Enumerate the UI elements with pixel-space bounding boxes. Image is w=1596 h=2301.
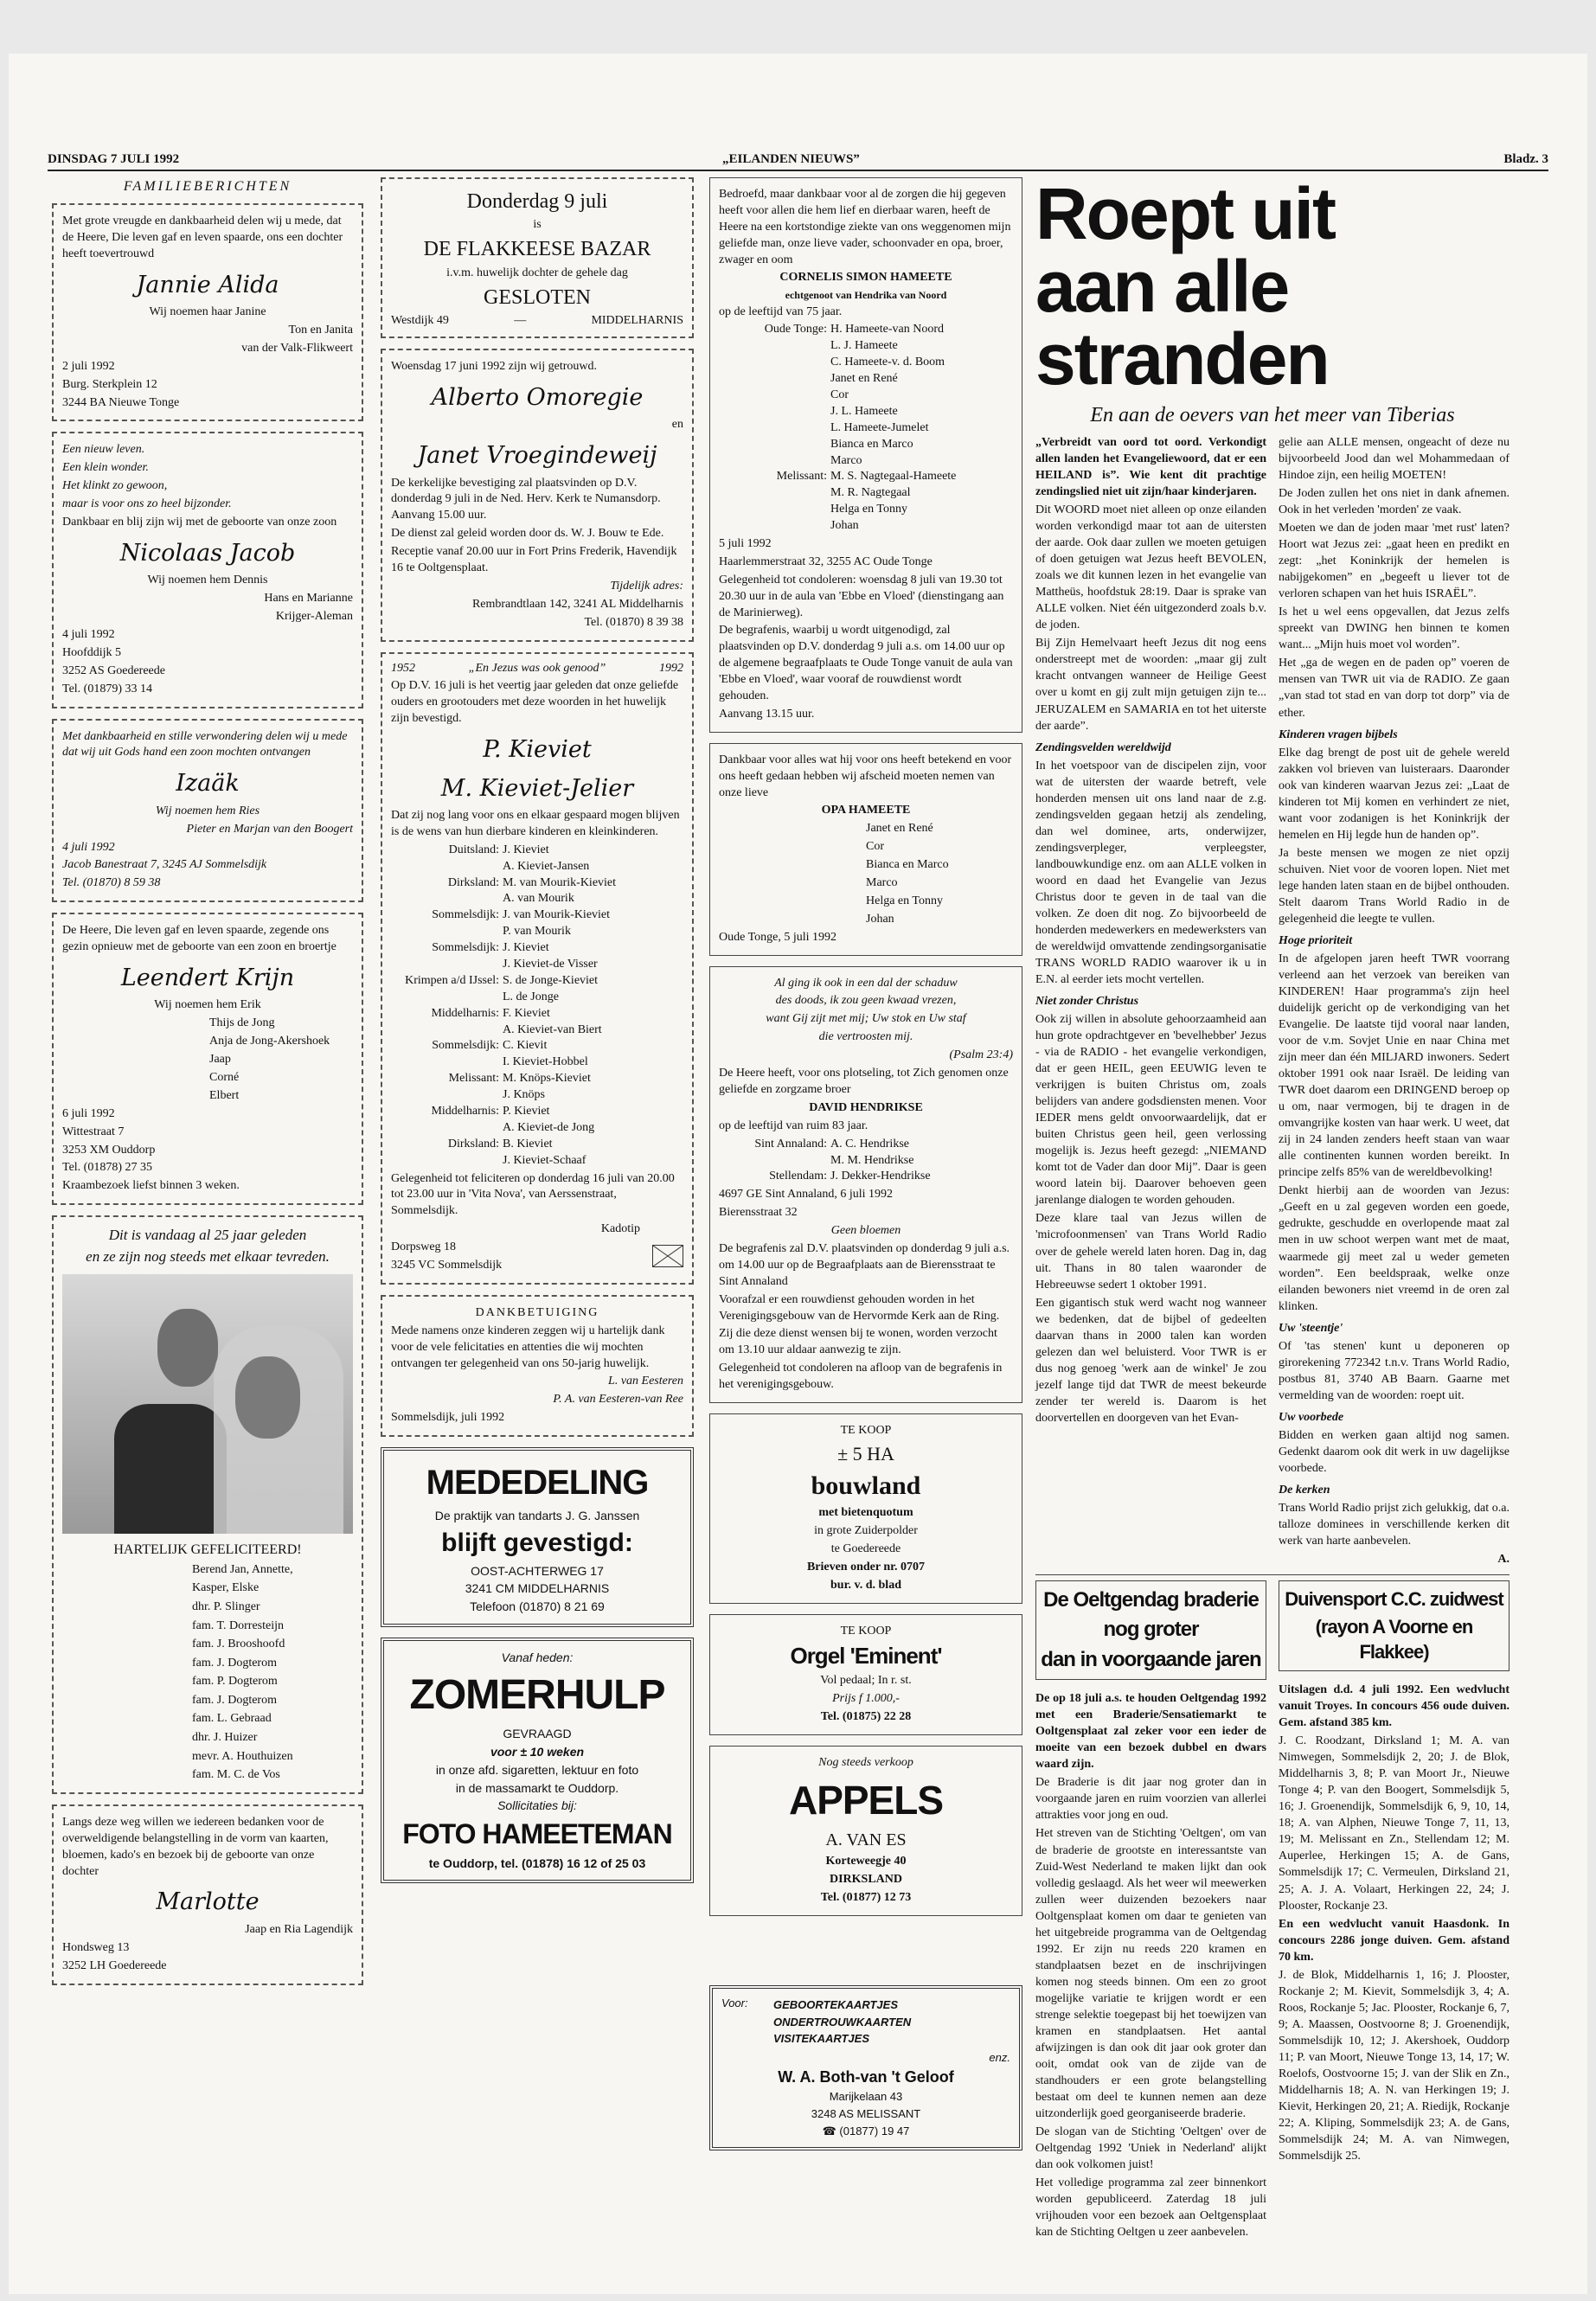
table-key: Oude Tonge: <box>764 323 827 336</box>
table-value: M. Knöps-Kieviet <box>503 1072 591 1086</box>
article-subheading: Niet zonder Christus <box>1035 995 1139 1009</box>
table-value: J. Kieviet-Schaaf <box>503 1153 586 1167</box>
child-name: Marlotte <box>156 1888 260 1916</box>
table-value: J. Kieviet-de Visser <box>503 957 598 971</box>
death-notice-hameete: Bedroefd, maar dankbaar voor al de zorgen die hij gegeven heeft voor allen die hem lief en dierbaar waren, heeft de Heere na een kortstondige ziekte van ons weggenomen mijn geliefde man, onze lieve vader, schoonvader en opa, broer, zwager en oom CORNELIS SIMON HAMEETE echtgenoot van Hendrika van Noord op de leeftijd van 75 jaar. Oude Tonge: H. Hameete-van Noord L. J. Hameete C. Hameete-v. d. Boom Janet en René Cor J. L. Hameete L. Hameete-Jumelet Bianca en Marco Marco Melissant: M. S. Nagtegaal-Hameete M. R. Nagtegaal Helga en Tonny Johan 5 juli 1992 Haarlemmerstraat 32, 3255 AC Oude Tonge Gelegenheid tot condoleren: woensdag 8 juli van 19.30 tot 20.30 uur in de aula van 'Ebbe en Vloed' (dienstingang aan de Marinierweg). De begrafenis, waarbij u wordt uitgenodigd, zal plaatsvinden op D.V. donderdag 9 juli a.s. om 14.00 uur op de algemene begraafplaats te Oude Tonge vanuit de aula van 'Ebbe en Vloed', waar vooraf de rouwdienst wordt gehouden. Aanvang 13.15 uur. <box>709 177 1022 733</box>
congratulators-list <box>192 1561 353 1784</box>
table-key <box>719 388 827 404</box>
table-key <box>391 891 499 907</box>
list-item: Helga en Tonny <box>866 894 943 907</box>
anniversary-notice: Dit is vandaag al 25 jaar geleden en ze zijn nog steeds met elkaar tevreden. HARTELIJK GEFELICITEERD! Berend Jan, Annette, Kasper, Elske dhr. P. Slinger fam. T. Dorresteijn fam. J. Brooshoofd fam. J. Dogterom fam. P. Dogterom fam. J. Dogterom fam. L. Gebraad dhr. J. Huizer mevr. A. Houthuizen fam. M. C. de Vos <box>52 1215 363 1794</box>
table-value: L. de Jonge <box>503 990 559 1003</box>
header-rule <box>48 170 1548 171</box>
table-key <box>719 485 827 502</box>
table-key <box>391 957 499 973</box>
braderie-article: De Oeltgendag braderie nog groter dan in voorgaande jaren De op 18 juli a.s. te houden Oeltgendag 1992 met een Braderie/Sensatiemarkt te Ooltgensplaat zal zeker voor een ieder de moeite van een bezoek dubbel en dwars waard zijn. De Braderie is dit jaar nog groter dan in voorgaande jaren en ruim voorzien van allerlei attrakties voor jong en oud. Het streven van de Stichting 'Oeltgen', om van de braderie de grootste en interessantste van Zuid-West Nederland te maken lijkt dan ook volledig geslaagd. Als het weer wil meewerken zullen weer duizenden bezoekers naar Ooltgensplaat komen om daar te genieten van het uitgebreide programma van de Oeltgendag 1992. Er zijn nu reeds 220 kramen en standplaatsen bezet en de inschrijvingen komen nog steeds binnen. Om een zo groot mogelijke variatie te krijgen wordt er een strenge selektie toegepast bij het toewijzen van kramen en standplaatsen. Het aantal afwijzingen is dan ook dit jaar ook groter dan ooit, omdat ook van de zijde van de standhouders er een grote belangstelling bestaat om deel te kunnen nemen aan deze uitzonderlijk goed georganiseerde braderie. De slogan van de Stichting 'Oeltgen' over de Oeltgendag 1992 'Uniek in Nederland' alijkt dan ook volkomen juist! Het volledige programma zal zeer binnenkort worden gepubliceerd. Zaterdag 18 juli vrijhouden voor een bezoek aan Oeltgensplaat kan de Stichting Oeltgen u zeer aanbevelen. <box>1035 1580 1266 2242</box>
table-key <box>391 1087 499 1104</box>
organ-for-sale-ad: TE KOOP Orgel 'Eminent' Vol pedaal; In r. st. Prijs f 1.000,- Tel. (01875) 22 28 <box>709 1614 1022 1736</box>
small-ads <box>709 1413 1022 1926</box>
grandchildren-list <box>866 821 1013 927</box>
list-item: fam. L. Gebraad <box>192 1712 272 1726</box>
table-key <box>719 437 827 453</box>
table-value: A. Kieviet-van Biert <box>503 1022 602 1036</box>
article-paragraph: Ja beste mensen we mogen ze niet opzij schuiven. Niet voor de vooren lopen. Niet met lege handen laten staan en de bijbel onthouden. Stelt daarom Trans World Radio in de gelegenheid die leegte te vullen. <box>1279 846 1509 926</box>
article-paragraph: Ook zij willen in absolute gehoorzaamheid aan hun grote opdrachtgever en 'bevelhebber' Jezus - via de RADIO - het evangelie verkondigen, dat er geen HEIL, geen EEUWIG leven te verkrijgen is buiten Christus om, zoals belijders van andere godsdiensten menen. Voor IEDER mens geldt onvoorwaardelijk, dat er buiten Christus geen heil, geen verlossing mogelijk is. Jezus heeft gezegd: „NIEMAND komt tot de Vader dan door Mij”. Daar is geen woord latein bij. Daarover behoeven geen jarenlange dialogen te worden gehouden. <box>1035 1013 1266 1208</box>
table-value: F. Kieviet <box>503 1006 550 1020</box>
article-subheading: Kinderen vragen bijbels <box>1279 727 1398 741</box>
article-subheadline: En aan de oevers van het meer van Tiberias <box>1090 404 1455 426</box>
article-paragraph: A. <box>1497 1553 1509 1567</box>
birth-notice-jannie: Met grote vreugde en dankbaarheid delen wij u mede, dat de Heere, Die leven gaf en leven spaarde, ons een dochter heeft toevertrouwd Jannie Alida Wij noemen haar Janine Ton en Janita van der Valk-Flikweert 2 juli 1992 Burg. Sterkplein 12 3244 BA Nieuwe Tonge <box>52 203 363 421</box>
article-paragraph: Of 'tas stenen' kunt u deponeren op girorekening 772342 t.n.v. Trans World Radio, postbus 81, 3740 AB Baarn. Gaarne met vermelding van de woorden: roept uit. <box>1279 1339 1509 1402</box>
table-value: M. S. Nagtegaal-Hameete <box>830 470 957 484</box>
table-key <box>719 420 827 437</box>
column-three <box>709 177 1022 1926</box>
article-paragraph: gelie aan ALLE mensen, ongeacht of deze nu bijvoorbeeld Jood dan wel Mohammedaan of Hindoe zijn, een heilig MOETEN! <box>1279 436 1509 483</box>
table-value: Bianca en Marco <box>830 437 913 451</box>
table-key <box>391 1153 499 1170</box>
list-item: Janet en René <box>866 822 933 836</box>
table-key: Sommelsdijk: <box>432 941 499 955</box>
table-value: M. R. Nagtegaal <box>830 486 911 500</box>
table-value: J. Kieviet <box>503 843 549 856</box>
table-value: L. J. Hameete <box>830 339 898 353</box>
table-value: Marco <box>830 453 862 467</box>
table-key <box>719 502 827 518</box>
list-item: Bianca en Marco <box>866 858 949 872</box>
table-value: P. van Mourik <box>503 925 571 939</box>
list-item: fam. M. C. de Vos <box>192 1768 280 1782</box>
couple-photo <box>62 1274 353 1534</box>
death-notice-opa: Dankbaar voor alles wat hij voor ons heeft betekend en voor ons heeft gedaan hebben wij afscheid moeten nemen van onze lieve OPA HAMEETE Janet en René Cor Bianca en Marco Marco Helga en Tonny Johan Oude Tonge, 5 juli 1992 <box>709 743 1022 956</box>
list-item: ONDERTROUWKAARTEN <box>773 2015 912 2029</box>
death-notice-hendrikse: Al ging ik ook in een dal der schaduw des doods, ik zou geen kwaad vrezen, want Gij zijt met mij; Uw stok en Uw staf die vertroosten mij. (Psalm 23:4) De Heere heeft, voor ons plotseling, tot Zich genomen onze geliefde en zorgzame broer DAVID HENDRIKSE op de leeftijd van ruim 83 jaar. Sint Annaland: A. C. Hendrikse M. M. Hendrikse Stellendam: J. Dekker-Hendrikse 4697 GE Sint Annaland, 6 juli 1992 Bierensstraat 32 Geen bloemen De begrafenis zal D.V. plaatsvinden op donderdag 9 juli a.s. om 14.00 uur op de Begraafplaats aan de Bierensstraat te Sint Annaland Voorafzal er een rouwdienst gehouden worden in het Verenigingsgebouw van de Hervormde Kerk aan de Ring. Zij die deze dienst wensen bij te wonen, worden verzocht om 13.10 uur aldaar aanwezig te zijn. Gelegenheid tot condoleren na afloop van de begrafenis in het verenigingsgebouw. <box>709 966 1022 1403</box>
article-body <box>1035 433 1509 1569</box>
table-key: Dirksland: <box>447 875 499 889</box>
article-paragraph: In het voetspoor van de discipelen zijn, voor wat de uitersten der waarde betreft, vele honderden mensen uit ons land naar de z.g. zendingsvelden gegaan hetzij als zendeling, dan wel dominee, arts, onderwijzer, zendingsverpleger, verpleegster, landbouwkundige enz. om aan ALLE volken in woord en daad het Evangelie van Jezus Christus door te geven in de taal van die volken. Ze doen dit nog. Zo bijvoorbeeld de honderden medewerkers en medewerksters van de wereldwijd omvattende zendingsorganisatie TRANS WORLD RADIO waarover ik u in E.N. al eerder iets mocht vertellen. <box>1035 759 1266 986</box>
pigeon-racing-article: Duivensport C.C. zuidwest (rayon A Voorne en Flakkee) Uitslagen d.d. 4 juli 1992. Een wedvlucht vanuit Troyes. In concours 456 oude duiven. Gem. afstand 385 km. J. C. Roodzant, Dirksland 1; M. A. van Nimwegen, Sommelsdijk 2, 20; J. de Blok, Middelharnis 3, 8; P. van Moort Jr., Nieuwe Tonge 4; P. van den Boogert, Sommelsdijk 5, 16; J. Groenendijk, Sommelsdijk 6, 9, 10, 14, 18; A. van Alphen, Nieuwe Tonge 7, 11, 13, 19; M. Melissant en Zn., Stellendam 12; M. Auperlee, Herkingen 15; A. de Gans, Sommelsdijk 17; C. Vermeulen, Dirksland 21, 25; A. J. A. Volaart, Herkingen 22, 24; J. Plooster, Rockanje 23. En een wedvlucht vanuit Haasdonk. In concours 2286 jonge duiven. Gem. afstand 70 km. J. de Blok, Middelharnis 1, 16; J. Plooster, Rockanje 2; M. Kievit, Sommelsdijk 3, 4; A. Roos, Rockanje 5; Jac. Plooster, Rockanje 6, 7, 9; A. Maassen, Oostvoorne 8; J. Groenendijk, Sommelsdijk 10, 12; J. Akershoek, Ouddorp 11; P. van Moort, Nieuwe Tonge 13, 14, 17; W. Roelofs, Oostvoorne 15; J. van der Slik en Zn., Middelharnis 18; A. N. van Herkingen 19; J. Kievit, Herkingen 20, 21; A. Riedijk, Rockanje 22; A. Kliping, Sommelsdijk 23; A. de Gans, Sommelsdijk 24; M. A. van Nimwegen, Sommelsdijk 25. <box>1279 1580 1509 2242</box>
table-value: J. Knöps <box>503 1088 546 1102</box>
table-key: Melissant: <box>776 470 827 484</box>
list-item: dhr. P. Slinger <box>192 1599 260 1613</box>
family-table <box>719 1137 1013 1186</box>
table-key <box>391 1054 499 1071</box>
table-key: Sommelsdijk: <box>432 908 499 922</box>
summer-job-ad: Vanaf heden: ZOMERHULP GEVRAAGD voor ± 10 weken in onze afd. sigaretten, lektuur en foto in de massamarkt te Ouddorp. Sollicitaties bij: FOTO HAMEETEMAN te Ouddorp, tel. (01878) 16 12 of 25 03 <box>381 1638 694 1883</box>
article-paragraph: Trans World Radio prijst zich gelukkig, dat o.a. talloze dominees in verschillende kerken dit werk van harte aanbevelen. <box>1279 1501 1509 1548</box>
list-item: mevr. A. Houthuizen <box>192 1749 293 1763</box>
article-paragraph: In de afgelopen jaren heeft TWR voorrang verleend aan het verzoek van bereiken van KINDEREN! Haar programma's zijn heel duidelijk gericht op de verkondiging van het Evangelie. De laatste tijd vooral naar landen, voor de v.m. Sovjet Unie en naar China met zijn meer dan één MILJARD inwoners. Sedert oktober 1991 ook naar Israël. De leiding van TWR doet daarom een DRINGEND beroep op u om, naar vermogen, bij te dragen in de omvangrijke kosten van haar werk. U weet, dat zij in 24 landen zenders heeft staan van waar alle continenten kunnen worden bereikt. In principe zelfs 85% van de wereldbevolking! <box>1279 952 1509 1180</box>
printing-service-ad: Voor: GEBOORTEKAARTJES ONDERTROUWKAARTEN VISITEKAARTJES enz. W. A. Both-van 't Geloof Marijkelaan 43 3248 AS MELISSANT ☎ (01877) 19 47 <box>709 1985 1022 2150</box>
article-subheading: Zendingsvelden wereldwijd <box>1035 740 1171 754</box>
article-paragraph: Bij Zijn Hemelvaart heeft Jezus dit nog eens onderstreept met de woorden: „maar gij zult kracht ontvangen wanneer de Heilige Geest over u komt en gij zult mijn getuigen zijn te... JERUZALEM en SAMARIA en tot het uiterste der aarde”. <box>1035 637 1266 733</box>
table-key <box>391 1022 499 1039</box>
table-key: Duitsland: <box>448 843 499 856</box>
column-article <box>1035 173 1509 2242</box>
table-value: M. van Mourik-Kieviet <box>503 875 617 889</box>
table-key: Melissant: <box>448 1072 499 1086</box>
table-key: Sint Annaland: <box>754 1137 827 1150</box>
table-value: A. Kieviet-de Jong <box>503 1120 595 1134</box>
table-key <box>719 355 827 371</box>
list-item: GEBOORTEKAARTJES <box>773 1998 898 2011</box>
table-value: A. C. Hendrikse <box>830 1137 909 1150</box>
table-key: Krimpen a/d IJssel: <box>405 973 499 987</box>
article-paragraph: „Verbreidt van oord tot oord. Verkondigt allen landen het Evangeliewoord, dat er een HEILAND is”. Wie kent dit prachtige zendingslied niet uit zijn/haar kinderjaren. <box>1035 436 1266 499</box>
table-key <box>391 924 499 940</box>
thanks-notice-marlotte: Langs deze weg willen we iedereen bedanken voor de overweldigende belangstelling in de vorm van kaarten, bloemen, kado's en bezoek bij de geboorte van onze dochter Marlotte Jaap en Ria Lagendijk Hondsweg 13 3252 LH Goedereede <box>52 1804 363 1985</box>
table-key: Sommelsdijk: <box>432 1039 499 1053</box>
table-key: Middelharnis: <box>431 1006 499 1020</box>
table-value: B. Kieviet <box>503 1137 553 1150</box>
table-value: Janet en René <box>830 372 898 386</box>
article-paragraph: Denkt hierbij aan de woorden van Jezus: „Geeft en u zal gegeven worden een goede, gedrukte, geschudde en overlopende maat zal men in uw schoot werpen want met de maat, waarmede gij meet zal u weder gemeten worden”. Een beeldspraak, welke onze eilanden bewoners niet vreemd in de oren zal klinken. <box>1279 1184 1509 1313</box>
section-title: FAMILIEBERICHTEN <box>123 179 292 194</box>
table-key <box>719 1153 827 1170</box>
article-headline: Roept uit aan alle stranden <box>1035 173 1335 400</box>
list-item: Cor <box>866 840 884 854</box>
child-name: Leendert Krijn <box>120 965 295 992</box>
article-subheading: Uw 'steentje' <box>1279 1321 1343 1335</box>
apples-for-sale-ad: Nog steeds verkoop APPELS A. VAN ES Korteweegje 40 DIRKSLAND Tel. (01877) 12 73 <box>709 1746 1022 1916</box>
article-paragraph: Dit WOORD moet niet alleen op onze eilanden worden verkondigd maar tot aan de uitersten der aarde. Ook daar zullen we moeten getuigen of doen getuigen wat Jezus heeft BEVOLEN, zoals we dit kunnen lezen in het evangelie van Mattheüs, hoofdstuk 28:19. Daar is sprake van ALLE volken. Niet één uitgezonderd zoals b.v. de joden. <box>1035 503 1266 632</box>
article-paragraph: Moeten we dan de joden maar 'met rust' laten? Hoort wat Jezus zei: „gaat heen en predikt en zegt: „het Koninkrijk der hemelen is nabijgekomen” en „begeeft u liever tot de verloren schapen van het huis ISRAËL”. <box>1279 522 1509 601</box>
envelope-icon <box>652 1245 683 1267</box>
article-paragraph: Het „ga de wegen en de paden op” voeren de mensen van TWR uit via de RADIO. Ze gaan „van stad tot stad en van dorp tot dorp” via de ether. <box>1279 657 1509 720</box>
table-value: Helga en Tonny <box>830 503 907 516</box>
list-item: fam. J. Dogterom <box>192 1656 277 1670</box>
article-paragraph: Elke dag brengt de post uit de gehele wereld zakken vol brieven van luisteraars. Daaronder ook van kinderen waarvan Jezus zei: „Laat de kinderen tot Mij komen en verhindert ze niet, want voor zodanigen is het Koninkrijk der hemelen en Hij legde hun de handen op”. <box>1279 746 1509 842</box>
article-paragraph: Een gigantisch stuk werd wacht nog wanneer we bedenken, dat de bijbel of gedeelten daarvan thans in 2000 talen kan worden gelezen dan wel beluisterd. Voor TWR is er dus nog genoeg 'werk aan de winkel' Je zou jezelf lange tijd dat TWR de meest bekeurde zender ter wereld is. Daarom is het doorvertellen en doorgeven van het Evan- <box>1035 1296 1266 1425</box>
dentist-notice-ad: MEDEDELING De praktijk van tandarts J. G. Janssen blijft gevestigd: OOST-ACHTERWEG 17 3241 CM MIDDELHARNIS Telefoon (01870) 8 21 69 <box>381 1447 694 1627</box>
table-value: J. Dekker-Hendrikse <box>830 1170 931 1183</box>
table-key <box>719 453 827 470</box>
table-value: M. M. Hendrikse <box>830 1153 914 1167</box>
column-family-notices <box>52 177 363 1996</box>
table-key <box>719 518 827 535</box>
table-value: C. Kievit <box>503 1039 548 1053</box>
table-key: Dirksland: <box>447 1137 499 1150</box>
table-value: C. Hameete-v. d. Boom <box>830 356 945 369</box>
table-value: J. van Mourik-Kieviet <box>503 908 611 922</box>
table-value: L. Hameete-Jumelet <box>830 420 929 434</box>
thanks-notice: DANKBETUIGING Mede namens onze kinderen zeggen wij u hartelijk dank voor de vele felicitaties en attenties die wij mochten ontvangen ter gelegenheid van ons 50-jarig huwelijk. L. van Eesteren P. A. van Eesteren-van Ree Sommelsdijk, juli 1992 <box>381 1295 694 1437</box>
bazar-closed-ad: Donderdag 9 juli is DE FLAKKEESE BAZAR i.v.m. huwelijk dochter de gehele dag GESLOTEN Westdijk 49 — MIDDELHARNIS <box>381 177 694 338</box>
table-key <box>391 859 499 875</box>
article-subheading: Hoge prioriteit <box>1279 933 1353 947</box>
jubilee-notice: 1952 „En Jezus was ook genood” 1992 Op D.V. 16 juli is het veertig jaar geleden dat onze geliefde ouders en grootouders met deze woorden in het huwelijk zijn bevestigd. P. Kieviet M. Kieviet-Jelier Dat zij nog lang voor ons en elkaar gespaard mogen blijven is de wens van hun dierbare kinderen en kleinkinderen. Duitsland: J. Kieviet A. Kieviet-Jansen Dirksland: M. van Mourik-Kieviet A. van Mourik Sommelsdijk: J. van Mourik-Kieviet P. van Mourik Sommelsdijk: J. Kieviet J. Kieviet-de Visser Krimpen a/d IJssel: S. de Jonge-Kieviet L. de Jonge Middelharnis: F. Kieviet A. Kieviet-van Biert Sommelsdijk: C. Kievit I. Kieviet-Hobbel Melissant: M. Knöps-Kieviet J. Knöps Middelharnis: P. Kieviet A. Kieviet-de Jong Dirksland: B. Kieviet J. Kieviet-Schaaf Gelegenheid tot feliciteren op donderdag 16 juli van 20.00 tot 23.00 uur in 'Vita Nova', van Aerssenstraat, Sommelsdijk. Kadotip Dorpsweg 18 3245 VC Sommelsdijk <box>381 652 694 1285</box>
article-paragraph: De Joden zullen het ons niet in dank afnemen. Ook in het verleden 'morden' ze vaak. <box>1279 487 1509 517</box>
table-value: A. Kieviet-Jansen <box>503 859 590 873</box>
list-item: fam. T. Dorresteijn <box>192 1618 285 1632</box>
table-key: Stellendam: <box>769 1170 827 1183</box>
article-subheading: De kerken <box>1279 1483 1330 1497</box>
article-paragraph: Is het u wel eens opgevallen, dat Jezus zelfs spreekt van DWING hen binnen te komen want... „Mijn huis moet vol worden”. <box>1279 606 1509 652</box>
table-value: H. Hameete-van Noord <box>830 323 945 336</box>
table-key <box>719 338 827 355</box>
list-item: fam. J. Dogterom <box>192 1693 277 1707</box>
list-item: fam. J. Brooshoofd <box>192 1638 285 1651</box>
article-paragraph: Deze klare taal van Jezus willen de 'microfoonmensen' van Trans World Radio over de gehele wereld laten horen. Dag in, dag uit. Thans in 80 talen waaronder de Hebreeuwse sedert 1 oktober 1991. <box>1035 1212 1266 1292</box>
article-subheading: Uw voorbede <box>1279 1410 1344 1424</box>
table-key: Middelharnis: <box>431 1104 499 1118</box>
table-value: P. Kieviet <box>503 1104 550 1118</box>
farmland-for-sale-ad: TE KOOP ± 5 HA bouwland met bietenquotum in grote Zuiderpolder te Goedereede Brieven onder nr. 0707 bur. v. d. blad <box>709 1413 1022 1604</box>
header-page-number: Bladz. 3 <box>1503 152 1548 166</box>
table-key <box>719 371 827 388</box>
family-table <box>391 843 683 1170</box>
family-table <box>719 322 1013 535</box>
table-value: A. van Mourik <box>503 892 574 906</box>
birth-notice-izaak: Met dankbaarheid en stille verwondering delen wij u mede dat wij uit Gods hand een zoon mochten ontvangen Izaäk Wij noemen hem Ries Pieter en Marjan van den Boogert 4 juli 1992 Jacob Banestraat 7, 3245 AJ Sommelsdijk Tel. (01870) 8 59 38 <box>52 719 363 903</box>
list-item: Johan <box>866 912 894 926</box>
list-item: dhr. J. Huizer <box>192 1731 258 1745</box>
table-value: Cor <box>830 388 849 401</box>
table-key <box>719 404 827 420</box>
table-value: J. L. Hameete <box>830 404 898 418</box>
list-item: Kasper, Elske <box>192 1581 260 1595</box>
birth-notice-leendert: De Heere, Die leven gaf en leven spaarde, zegende ons gezin opnieuw met de geboorte van een zoon en broertje Leendert Krijn Wij noemen hem Erik Thijs de Jong Anja de Jong-Akershoek Jaap Corné Elbert 6 juli 1992 Wittestraat 7 3253 XM Ouddorp Tel. (01878) 27 35 Kraambezoek liefst binnen 3 weken. <box>52 913 363 1205</box>
table-key <box>391 990 499 1006</box>
table-value: S. de Jonge-Kieviet <box>503 973 599 987</box>
child-name: Nicolaas Jacob <box>119 539 296 567</box>
list-item: fam. P. Dogterom <box>192 1675 278 1689</box>
table-value: J. Kieviet <box>503 941 549 955</box>
header-paper-name: „EILANDEN NIEUWS” <box>722 152 860 166</box>
birth-notice-nicolaas: Een nieuw leven. Een klein wonder. Het klinkt zo gewoon, maar is voor ons zo heel bijzonder. Dankbaar en blij zijn wij met de geboorte van onze zoon Nicolaas Jacob Wij noemen hem Dennis Hans en Marianne Krijger-Aleman 4 juli 1992 Hoofddijk 5 3252 AS Goedereede Tel. (01879) 33 14 <box>52 432 363 708</box>
list-item: VISITEKAARTJES <box>773 2032 870 2046</box>
article-paragraph: Bidden en werken gaan altijd nog samen. Gedenkt daarom ook dit werk in uw dagelijkse voorbede. <box>1279 1428 1509 1475</box>
table-key <box>391 1120 499 1137</box>
list-item: Berend Jan, Annette, <box>192 1562 293 1576</box>
lower-articles <box>1035 1580 1509 2242</box>
wedding-notice: Woensdag 17 juni 1992 zijn wij getrouwd. Alberto Omoregie en Janet Vroegindeweij De kerkelijke bevestiging zal plaatsvinden op D.V. donderdag 9 juli in de Ned. Herv. Kerk te Numansdorp. Aanvang 15.00 uur. De dienst zal geleid worden door ds. W. J. Bouw te Ede. Receptie vanaf 20.00 uur in Fort Prins Frederik, Havendijk 16 te Ooltgensplaat. Tijdelijk adres: Rembrandtlaan 142, 3241 AL Middelharnis Tel. (01870) 8 39 38 <box>381 349 694 642</box>
table-value: I. Kieviet-Hobbel <box>503 1055 588 1069</box>
list-item: Marco <box>866 876 898 890</box>
table-value: Johan <box>830 519 859 533</box>
header-date: DINSDAG 7 JULI 1992 <box>48 152 180 166</box>
column-two <box>381 177 694 1894</box>
child-name: Jannie Alida <box>136 271 279 298</box>
child-name: Izaäk <box>176 770 240 798</box>
